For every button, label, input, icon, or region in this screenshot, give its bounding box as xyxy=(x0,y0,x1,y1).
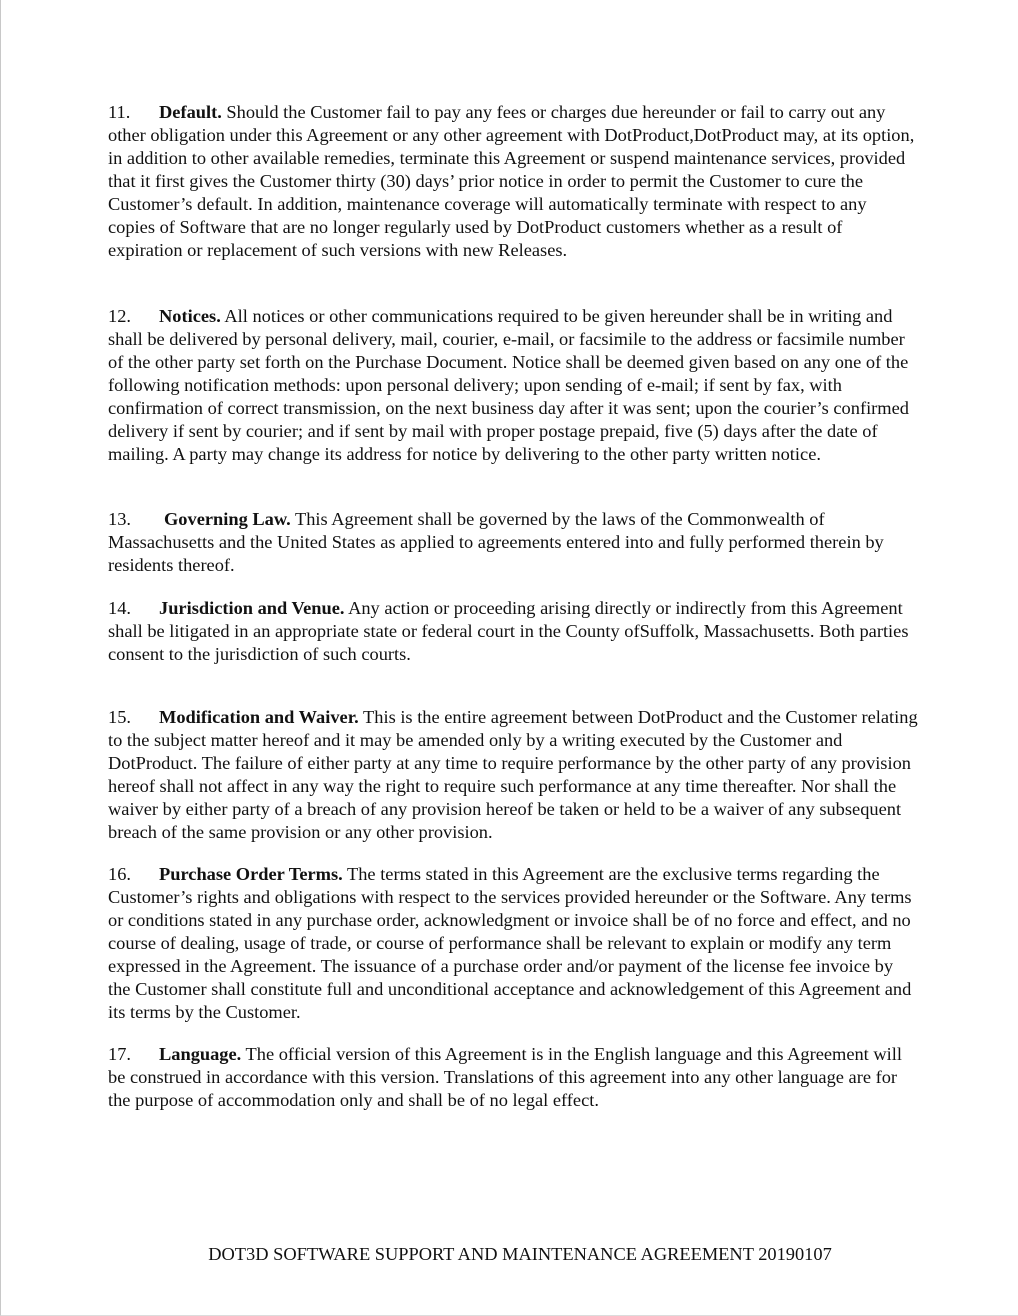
section-body: The official version of this Agreement is in the English language and this Agreement will be construed in accordance with this version. Translations of this agreement into any other language are for the purpose of accommodation only and shall be of no legal effect. xyxy=(108,1044,902,1110)
section-number: 14. xyxy=(108,598,131,618)
section-heading: Modification and Waiver. xyxy=(159,707,359,727)
section-body: This is the entire agreement between DotProduct and the Customer relating to the subject matter hereof and it may be amended only by a writing executed by the Customer and DotProduct. The failure of either party at any time to require performance by the other party of any provision hereof shall not affect in any way the right to require such performance at any time thereafter. Nor shall the waiver by either party of a breach of any provision hereof be taken or held to be a waiver of any subsequent breach of the same provision or any other provision. xyxy=(108,707,918,842)
section-default xyxy=(108,101,918,262)
section-body: Should the Customer fail to pay any fees or charges due hereunder or fail to carry out any other obligation under this Agreement or any other agreement with DotProduct,DotProduct may, at its option, in addition to other available remedies, terminate this Agreement or suspend maintenance services, provided that it first gives the Customer thirty (30) days’ prior notice in order to permit the Customer to cure the Customer’s default. In addition, maintenance coverage will automatically terminate with respect to any copies of Software that are no longer regularly used by DotProduct customers whether as a result of expiration or replacement of such versions with new Releases. xyxy=(108,102,915,260)
section-number: 15. xyxy=(108,707,131,727)
section-jurisdiction-venue xyxy=(108,597,918,666)
section-modification-waiver xyxy=(108,706,918,844)
page-footer: DOT3D SOFTWARE SUPPORT AND MAINTENANCE AGREEMENT 20190107 xyxy=(208,1244,832,1264)
section-body: This Agreement shall be governed by the laws of the Commonwealth of Massachusetts and the United States as applied to agreements entered into and fully performed therein by residents thereof. xyxy=(108,509,884,575)
section-body: The terms stated in this Agreement are the exclusive terms regarding the Customer’s rights and obligations with respect to the services provided hereunder or the Software. Any terms or conditions stated in any purchase order, acknowledgment or invoice shall be of no force and effect, and no course of dealing, usage of trade, or course of performance shall be relevant to explain or modify any term expressed in the Agreement. The issuance of a purchase order and/or payment of the license fee invoice by the Customer shall constitute full and unconditional acceptance and acknowledgement of this Agreement and its terms by the Customer. xyxy=(108,864,912,1022)
section-number: 12. xyxy=(108,306,131,326)
section-governing-law xyxy=(108,508,918,577)
section-body: All notices or other communications required to be given hereunder shall be in writing and shall be delivered by personal delivery, mail, courier, e-mail, or facsimile to the address or facsimile number of the other party set forth on the Purchase Document. Notice shall be deemed given based on any one of the following notification methods: upon personal delivery; upon sending of e-mail; if sent by fax, with confirmation of correct transmission, on the next business day after it was sent; upon the courier’s confirmed delivery if sent by courier; and if sent by mail with proper postage prepaid, five (5) days after the date of mailing. A party may change its address for notice by delivering to the other party written notice. xyxy=(108,306,909,464)
section-heading: Notices. xyxy=(159,306,221,326)
section-notices xyxy=(108,305,918,466)
section-number: 17. xyxy=(108,1044,131,1064)
section-number: 13. xyxy=(108,509,131,529)
section-heading: Governing Law. xyxy=(164,509,291,529)
section-language xyxy=(108,1043,918,1112)
section-heading: Default. xyxy=(159,102,222,122)
section-heading: Language. xyxy=(159,1044,242,1064)
section-number: 11. xyxy=(108,102,131,122)
section-heading: Jurisdiction and Venue. xyxy=(159,598,345,618)
section-body: Any action or proceeding arising directly or indirectly from this Agreement shall be litigated in an appropriate state or federal court in the County ofSuffolk, Massachusetts. Both parties consent to the jurisdiction of such courts. xyxy=(108,598,909,664)
section-purchase-order-terms xyxy=(108,863,918,1024)
section-number: 16. xyxy=(108,864,131,884)
section-heading: Purchase Order Terms. xyxy=(159,864,343,884)
